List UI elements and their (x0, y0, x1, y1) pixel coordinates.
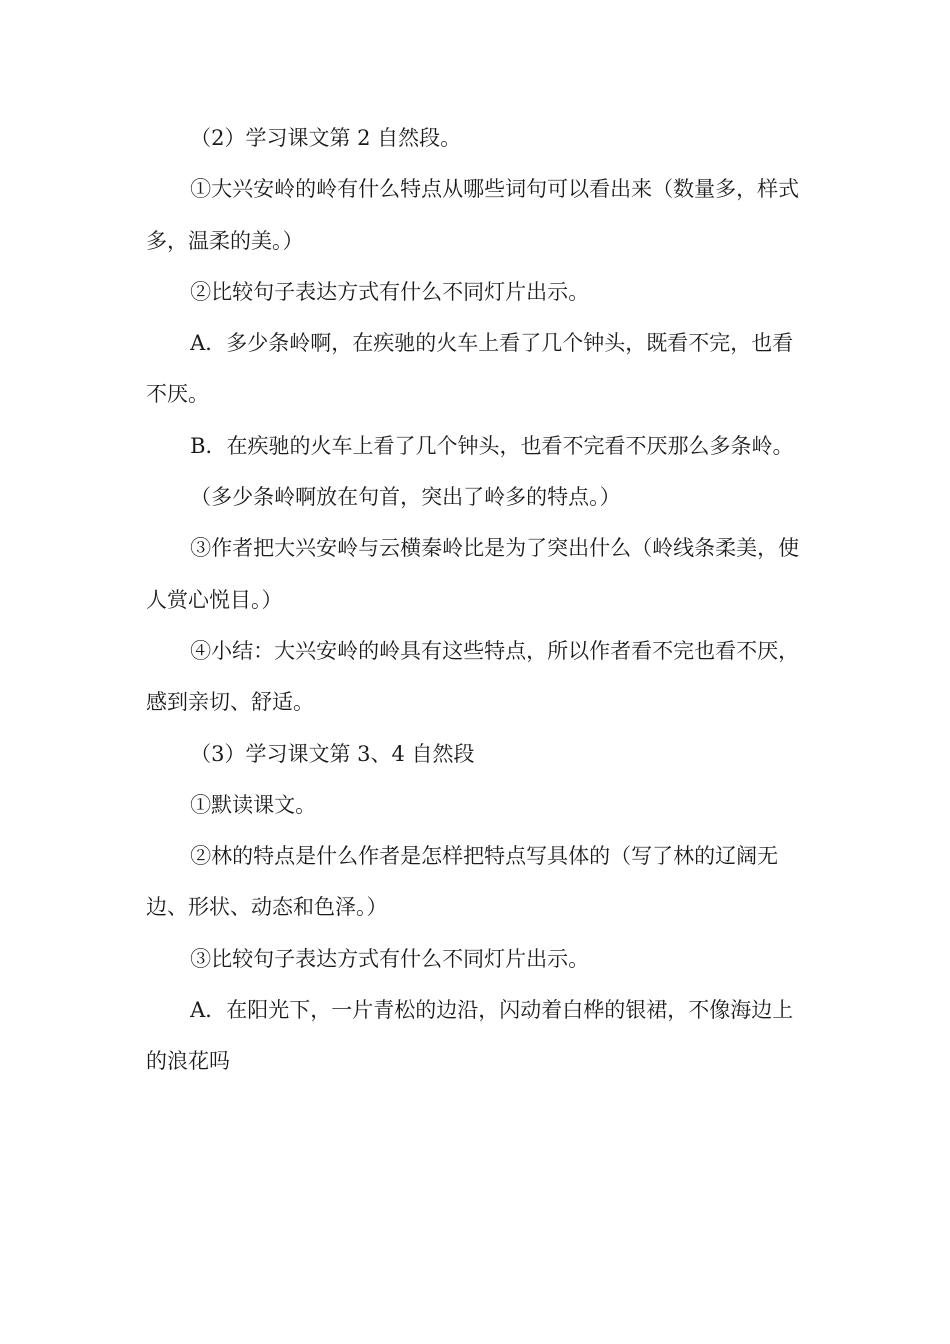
paragraph: （3）学习课文第 3、4 自然段 (190, 741, 475, 766)
paragraph: ①默读课文。 (190, 792, 317, 817)
paragraph: ②比较句子表达方式有什么不同灯片出示。 (190, 279, 590, 304)
paragraph: B．在疾驰的火车上看了几个钟头，也看不完看不厌那么多条岭。 (190, 433, 794, 458)
paragraph: ③作者把大兴安岭与云横秦岭比是为了突出什么（岭线条柔美，使人赏心悦目。） (146, 536, 800, 612)
paragraph: （多少条岭啊放在句首，突出了岭多的特点。） (190, 485, 621, 510)
paragraph: A．在阳光下，一片青松的边沿，闪动着白桦的银裙，不像海边上的浪花吗 (146, 998, 794, 1074)
paragraph: （2）学习课文第 2 自然段。 (190, 126, 462, 150)
paragraph: ②林的特点是什么作者是怎样把特点写具体的（写了林的辽阔无边、形状、动态和色泽。） (146, 844, 779, 920)
paragraph: ①大兴安岭的岭有什么特点从哪些词句可以看出来（数量多，样式多，温柔的美。） (146, 177, 800, 253)
document-body (146, 113, 806, 1088)
paragraph: A．多少条岭啊，在疾驰的火车上看了几个钟头，既看不完，也看不厌。 (146, 331, 794, 407)
paragraph: ④小结：大兴安岭的岭具有这些特点，所以作者看不完也看不厌，感到亲切、舒适。 (146, 638, 800, 715)
paragraph: ③比较句子表达方式有什么不同灯片出示。 (190, 946, 590, 971)
